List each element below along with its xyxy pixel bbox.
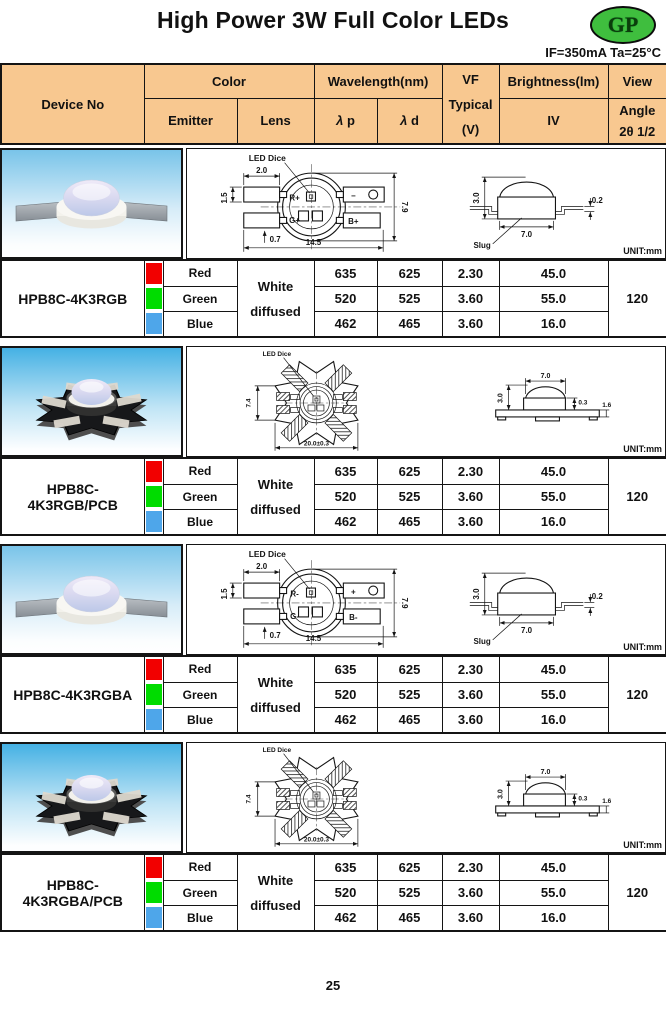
pin-label-plus: + bbox=[350, 587, 356, 597]
color-swatch-green bbox=[144, 286, 163, 311]
color-swatch-green bbox=[144, 484, 163, 509]
dim-20-0: 20.0±0.3 bbox=[303, 836, 330, 844]
product-block-4 bbox=[0, 742, 666, 932]
lambda-d-value: 525 bbox=[377, 484, 442, 509]
dim-7-9: 7.9 bbox=[400, 597, 410, 609]
lambda-d-value: 625 bbox=[377, 656, 442, 682]
emitter-color-label: Green bbox=[163, 286, 237, 311]
vf-value: 3.60 bbox=[442, 509, 499, 535]
emitter-color-label: Blue bbox=[163, 509, 237, 535]
color-swatch-blue bbox=[144, 509, 163, 535]
color-swatch-green bbox=[144, 880, 163, 905]
lambda-p-value: 635 bbox=[314, 260, 377, 286]
lambda-p-value: 635 bbox=[314, 854, 377, 880]
view-angle-value: 120 bbox=[608, 854, 666, 931]
col-wavelength: Wavelength(nm) bbox=[314, 64, 442, 98]
spec-table-3 bbox=[0, 655, 666, 734]
emitter-color-label: Green bbox=[163, 682, 237, 707]
lambda-d-value: 625 bbox=[377, 854, 442, 880]
product-photo-emitter bbox=[0, 148, 183, 259]
lambda-p-value: 462 bbox=[314, 905, 377, 931]
lambda-p-value: 462 bbox=[314, 509, 377, 535]
test-condition: IF=350mA Ta=25°C bbox=[545, 45, 661, 60]
technical-drawing-emitter bbox=[186, 148, 666, 259]
lambda-p-value: 462 bbox=[314, 707, 377, 733]
spec-table-1 bbox=[0, 259, 666, 338]
iv-value: 55.0 bbox=[499, 484, 608, 509]
col-vf: VF Typical (V) bbox=[442, 64, 499, 144]
product-block-1 bbox=[0, 148, 666, 338]
led-dice-label: LED Dice bbox=[262, 351, 292, 359]
emitter-color-label: Blue bbox=[163, 311, 237, 337]
col-brightness: Brightness(lm) bbox=[499, 64, 608, 98]
lambda-d-value: 625 bbox=[377, 260, 442, 286]
emitter-color-label: Red bbox=[163, 260, 237, 286]
color-swatch-red bbox=[144, 458, 163, 484]
col-view: View bbox=[608, 64, 666, 98]
product-block-3 bbox=[0, 544, 666, 734]
vf-value: 2.30 bbox=[442, 260, 499, 286]
device-number: HPB8C-4K3RGB/PCB bbox=[1, 458, 144, 535]
pin-label-g: G- bbox=[290, 611, 299, 621]
lens-type: White diffused bbox=[237, 458, 314, 535]
lambda-d-value: 525 bbox=[377, 880, 442, 905]
dim-2-0: 2.0 bbox=[256, 562, 268, 572]
dim-7-4: 7.4 bbox=[245, 398, 253, 408]
iv-value: 55.0 bbox=[499, 286, 608, 311]
col-lens: Lens bbox=[237, 98, 314, 144]
device-number: HPB8C-4K3RGBA bbox=[1, 656, 144, 733]
vf-value: 2.30 bbox=[442, 458, 499, 484]
lambda-d-value: 465 bbox=[377, 509, 442, 535]
dim-7-0: 7.0 bbox=[521, 229, 533, 239]
color-swatch-red bbox=[144, 260, 163, 286]
dim-20-0: 20.0±0.3 bbox=[303, 440, 330, 448]
iv-value: 16.0 bbox=[499, 311, 608, 337]
lens-type: White diffused bbox=[237, 260, 314, 337]
dim-7-4: 7.4 bbox=[245, 794, 253, 804]
side-view bbox=[496, 769, 612, 817]
dim-1-6: 1.6 bbox=[602, 401, 612, 409]
unit-label: UNIT:mm bbox=[623, 245, 663, 256]
pin-label-r: R- bbox=[290, 589, 299, 599]
col-lambda-p: λ p bbox=[314, 98, 377, 144]
page-number: 25 bbox=[325, 978, 341, 993]
slug-label: Slug bbox=[473, 636, 491, 646]
vf-value: 3.60 bbox=[442, 682, 499, 707]
lambda-p-value: 520 bbox=[314, 880, 377, 905]
lambda-p-value: 635 bbox=[314, 458, 377, 484]
dim-0-7: 0.7 bbox=[269, 630, 281, 640]
pin-label-b: B+ bbox=[348, 216, 359, 226]
dim-0-7: 0.7 bbox=[269, 234, 281, 244]
iv-value: 16.0 bbox=[499, 905, 608, 931]
side-view bbox=[470, 177, 604, 250]
lens-type: White diffused bbox=[237, 656, 314, 733]
lambda-p-value: 462 bbox=[314, 311, 377, 337]
iv-value: 16.0 bbox=[499, 509, 608, 535]
dim-1-5: 1.5 bbox=[219, 192, 229, 204]
page-header bbox=[0, 0, 666, 63]
top-view bbox=[246, 351, 358, 451]
vf-value: 3.60 bbox=[442, 905, 499, 931]
color-swatch-red bbox=[144, 854, 163, 880]
col-lambda-d: λ d bbox=[377, 98, 442, 144]
dim-1-5: 1.5 bbox=[219, 588, 229, 600]
lambda-p-value: 520 bbox=[314, 682, 377, 707]
dim-14-5: 14.5 bbox=[305, 633, 322, 643]
vf-value: 2.30 bbox=[442, 656, 499, 682]
product-photo-star bbox=[0, 346, 183, 457]
view-angle-value: 120 bbox=[608, 656, 666, 733]
side-view bbox=[470, 573, 604, 646]
view-angle-value: 120 bbox=[608, 260, 666, 337]
dim-3-0: 3.0 bbox=[497, 393, 505, 403]
dim-7-0: 7.0 bbox=[540, 769, 551, 777]
vf-value: 2.30 bbox=[442, 854, 499, 880]
view-angle-value: 120 bbox=[608, 458, 666, 535]
lens-type: White diffused bbox=[237, 854, 314, 931]
emitter-color-label: Blue bbox=[163, 707, 237, 733]
iv-value: 45.0 bbox=[499, 656, 608, 682]
pin-label-r: R+ bbox=[289, 193, 300, 203]
dim-3-0: 3.0 bbox=[497, 789, 505, 799]
dim-0-2: 0.2 bbox=[591, 592, 603, 602]
product-block-2 bbox=[0, 346, 666, 536]
lambda-d-value: 525 bbox=[377, 682, 442, 707]
dim-7-9: 7.9 bbox=[400, 201, 410, 213]
vf-value: 3.60 bbox=[442, 880, 499, 905]
col-color: Color bbox=[144, 64, 314, 98]
technical-drawing-star bbox=[186, 742, 666, 853]
color-swatch-green bbox=[144, 682, 163, 707]
lambda-p-value: 520 bbox=[314, 484, 377, 509]
emitter-color-label: Green bbox=[163, 880, 237, 905]
product-photo-emitter bbox=[0, 544, 183, 655]
dim-3-0: 3.0 bbox=[471, 192, 481, 204]
lambda-d-value: 465 bbox=[377, 707, 442, 733]
iv-value: 45.0 bbox=[499, 854, 608, 880]
led-dice-label: LED Dice bbox=[248, 549, 286, 560]
unit-label: UNIT:mm bbox=[623, 443, 663, 454]
led-dice-label: LED Dice bbox=[248, 153, 286, 164]
spec-header-table bbox=[0, 63, 666, 145]
iv-value: 55.0 bbox=[499, 880, 608, 905]
col-iv: IV bbox=[499, 98, 608, 144]
dim-1-6: 1.6 bbox=[602, 797, 612, 805]
dim-0-3: 0.3 bbox=[578, 795, 588, 803]
lambda-d-value: 625 bbox=[377, 458, 442, 484]
vf-value: 3.60 bbox=[442, 707, 499, 733]
side-view bbox=[496, 373, 612, 421]
top-view bbox=[220, 153, 409, 252]
pin-label-g: G+ bbox=[289, 215, 300, 225]
lambda-d-value: 465 bbox=[377, 311, 442, 337]
device-number: HPB8C-4K3RGB bbox=[1, 260, 144, 337]
led-dice-label: LED Dice bbox=[262, 747, 292, 755]
technical-drawing-emitter bbox=[186, 544, 666, 655]
vf-value: 3.60 bbox=[442, 286, 499, 311]
lambda-d-value: 525 bbox=[377, 286, 442, 311]
emitter-color-label: Blue bbox=[163, 905, 237, 931]
device-number: HPB8C-4K3RGBA/PCB bbox=[1, 854, 144, 931]
unit-label: UNIT:mm bbox=[623, 641, 663, 652]
iv-value: 55.0 bbox=[499, 682, 608, 707]
dim-7-0: 7.0 bbox=[521, 625, 533, 635]
product-photo-star bbox=[0, 742, 183, 853]
emitter-color-label: Red bbox=[163, 854, 237, 880]
color-swatch-blue bbox=[144, 311, 163, 337]
pin-label-b: B- bbox=[349, 612, 358, 622]
gp-logo-text: GP bbox=[607, 12, 639, 37]
emitter-color-label: Red bbox=[163, 656, 237, 682]
gp-logo bbox=[590, 6, 656, 44]
dim-2-0: 2.0 bbox=[256, 166, 268, 176]
pin-label-minus: − bbox=[350, 191, 356, 201]
page-title: High Power 3W Full Color LEDs bbox=[156, 7, 510, 33]
top-view bbox=[220, 549, 409, 648]
emitter-color-label: Red bbox=[163, 458, 237, 484]
dim-3-0: 3.0 bbox=[471, 588, 481, 600]
dim-0-3: 0.3 bbox=[578, 399, 588, 407]
dim-14-5: 14.5 bbox=[305, 237, 322, 247]
top-view bbox=[246, 747, 358, 847]
vf-value: 3.60 bbox=[442, 311, 499, 337]
col-emitter: Emitter bbox=[144, 98, 237, 144]
vf-value: 3.60 bbox=[442, 484, 499, 509]
dim-0-2: 0.2 bbox=[591, 196, 603, 206]
spec-table-4 bbox=[0, 853, 666, 932]
col-device-no: Device No bbox=[1, 64, 144, 144]
lambda-p-value: 520 bbox=[314, 286, 377, 311]
lambda-d-value: 465 bbox=[377, 905, 442, 931]
iv-value: 45.0 bbox=[499, 260, 608, 286]
col-angle: Angle 2θ 1/2 bbox=[608, 98, 666, 144]
color-swatch-red bbox=[144, 656, 163, 682]
iv-value: 45.0 bbox=[499, 458, 608, 484]
color-swatch-blue bbox=[144, 707, 163, 733]
unit-label: UNIT:mm bbox=[623, 839, 663, 850]
spec-table-2 bbox=[0, 457, 666, 536]
emitter-color-label: Green bbox=[163, 484, 237, 509]
technical-drawing-star bbox=[186, 346, 666, 457]
dim-7-0: 7.0 bbox=[540, 373, 551, 381]
iv-value: 16.0 bbox=[499, 707, 608, 733]
slug-label: Slug bbox=[473, 240, 491, 250]
lambda-p-value: 635 bbox=[314, 656, 377, 682]
color-swatch-blue bbox=[144, 905, 163, 931]
